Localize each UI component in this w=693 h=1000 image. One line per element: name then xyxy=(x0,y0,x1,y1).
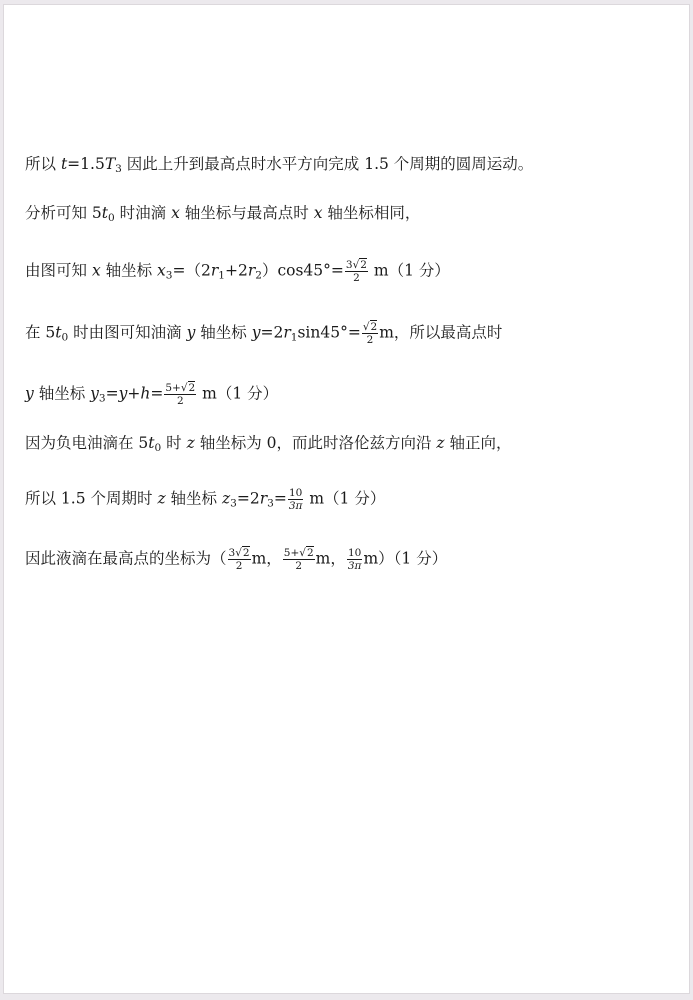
paragraph-line-3 xyxy=(25,259,450,284)
fraction-denominator: 3π xyxy=(347,560,362,572)
fraction xyxy=(228,547,251,572)
text: 所以 xyxy=(25,155,61,173)
var-x: x xyxy=(157,261,166,280)
sqrt-symbol: √ xyxy=(180,382,188,394)
var-z: z xyxy=(436,434,445,452)
var-y: y xyxy=(251,323,261,342)
subscript: 1 xyxy=(218,269,225,282)
text: m， xyxy=(315,549,346,568)
subscript: 3 xyxy=(165,269,173,282)
fraction-numerator xyxy=(228,547,251,560)
paragraph-line-8 xyxy=(25,547,447,572)
text: 因此液滴在最高点的坐标为（ xyxy=(25,549,227,568)
fraction-denominator: 2 xyxy=(235,560,243,572)
text: 时 xyxy=(161,434,187,452)
var-t: t xyxy=(60,155,68,173)
sqrt-symbol: √ xyxy=(362,321,370,333)
text: m，所以最高点时 xyxy=(379,323,503,342)
subscript: 0 xyxy=(154,442,162,455)
paragraph-line-7 xyxy=(25,487,385,512)
text: 轴坐标与最高点时 xyxy=(179,204,314,222)
radicand: 2 xyxy=(242,547,250,559)
fraction-denominator: 2 xyxy=(353,272,360,284)
sqrt-symbol: √ xyxy=(299,547,306,559)
text: =（2 xyxy=(172,261,211,280)
coef: 3 xyxy=(345,259,353,271)
text: 时由图可知油滴 xyxy=(68,323,187,342)
text: m（1 分） xyxy=(197,384,279,403)
radicand: 2 xyxy=(360,259,367,271)
subscript: 3 xyxy=(98,392,106,405)
var-t: t xyxy=(55,323,62,342)
text: m， xyxy=(251,549,282,568)
fraction-numerator: 10 xyxy=(347,547,362,559)
text: 分析可知 5 xyxy=(25,204,102,222)
document-page xyxy=(3,4,690,994)
var-z: z xyxy=(157,489,166,508)
text: 轴坐标 xyxy=(33,384,91,403)
text: sin45°= xyxy=(297,323,361,342)
text: 轴坐标为 0，而此时洛伦兹方向沿 xyxy=(194,434,437,452)
paragraph-line-1 xyxy=(25,154,533,174)
fraction-numerator xyxy=(345,259,368,272)
var-y: y xyxy=(25,384,34,403)
var-t: t xyxy=(101,204,109,222)
fraction-numerator xyxy=(283,547,315,560)
subscript: 1 xyxy=(290,331,298,344)
var-y: y xyxy=(90,384,99,403)
fraction-denominator: 2 xyxy=(176,395,184,407)
text: m（1 分） xyxy=(304,489,386,508)
paragraph-line-5 xyxy=(25,382,278,407)
fraction xyxy=(283,547,315,572)
text: = xyxy=(273,489,287,508)
var-r: r xyxy=(283,323,291,342)
var-y: y xyxy=(118,384,128,403)
fraction-denominator: 2 xyxy=(295,560,303,572)
text: = xyxy=(105,384,119,403)
var-T: T xyxy=(104,155,116,173)
subscript: 0 xyxy=(108,212,115,225)
sqrt-symbol: √ xyxy=(352,259,360,271)
fraction xyxy=(347,547,363,572)
text: 所以 1.5 个周期时 xyxy=(25,489,158,508)
sqrt-symbol: √ xyxy=(235,547,242,559)
subscript: 3 xyxy=(267,497,274,510)
text: =2 xyxy=(260,323,284,342)
text: 在 5 xyxy=(25,323,56,342)
fraction-numerator xyxy=(362,321,378,334)
coef: 3 xyxy=(228,547,236,559)
text: m（1 分） xyxy=(368,261,450,280)
text: 轴坐标 xyxy=(165,489,222,508)
var-r: r xyxy=(247,261,256,280)
text: 由图可知 xyxy=(25,261,92,280)
text: =2 xyxy=(236,489,260,508)
var-z: z xyxy=(221,489,231,508)
radicand: 2 xyxy=(188,382,196,394)
subscript: 3 xyxy=(115,163,122,176)
text: 因此上升到最高点时水平方向完成 1.5 个周期的圆周运动。 xyxy=(121,155,534,173)
var-x: x xyxy=(171,204,180,222)
subscript: 2 xyxy=(255,269,262,282)
text: 轴正向， xyxy=(444,434,512,452)
text: = xyxy=(150,384,164,403)
fraction-numerator xyxy=(164,382,196,395)
paragraph-line-4 xyxy=(25,321,502,346)
subscript: 3 xyxy=(230,497,237,510)
fraction xyxy=(362,321,378,346)
radicand: 2 xyxy=(306,547,314,559)
var-z: z xyxy=(186,434,195,452)
subscript: 0 xyxy=(61,331,69,344)
var-r: r xyxy=(210,261,219,280)
var-y: y xyxy=(186,323,196,342)
fraction xyxy=(164,382,196,407)
text: 轴坐标 xyxy=(100,261,158,280)
var-r: r xyxy=(259,489,268,508)
paragraph-line-2 xyxy=(25,203,420,223)
fraction xyxy=(288,487,304,512)
text: + xyxy=(127,384,141,403)
prefix: 5+ xyxy=(283,547,300,559)
text: 轴坐标相同， xyxy=(322,204,421,222)
prefix: 5+ xyxy=(165,382,181,394)
text: +2 xyxy=(224,261,248,280)
text: 时油滴 xyxy=(114,204,172,222)
fraction-denominator: 3π xyxy=(288,500,303,512)
fraction xyxy=(345,259,368,284)
text: m）（1 分） xyxy=(363,549,448,568)
text: 因为负电油滴在 5 xyxy=(25,434,149,452)
var-x: x xyxy=(91,261,101,280)
var-h: h xyxy=(140,384,151,403)
fraction-denominator: 2 xyxy=(366,334,374,346)
var-t: t xyxy=(148,434,155,452)
fraction-numerator: 10 xyxy=(288,487,303,499)
radicand: 2 xyxy=(370,321,378,333)
var-x: x xyxy=(313,204,323,222)
text: 轴坐标 xyxy=(195,323,252,342)
text: =1.5 xyxy=(67,155,105,173)
paragraph-line-6 xyxy=(25,433,512,453)
text: ）cos45°= xyxy=(261,261,344,280)
